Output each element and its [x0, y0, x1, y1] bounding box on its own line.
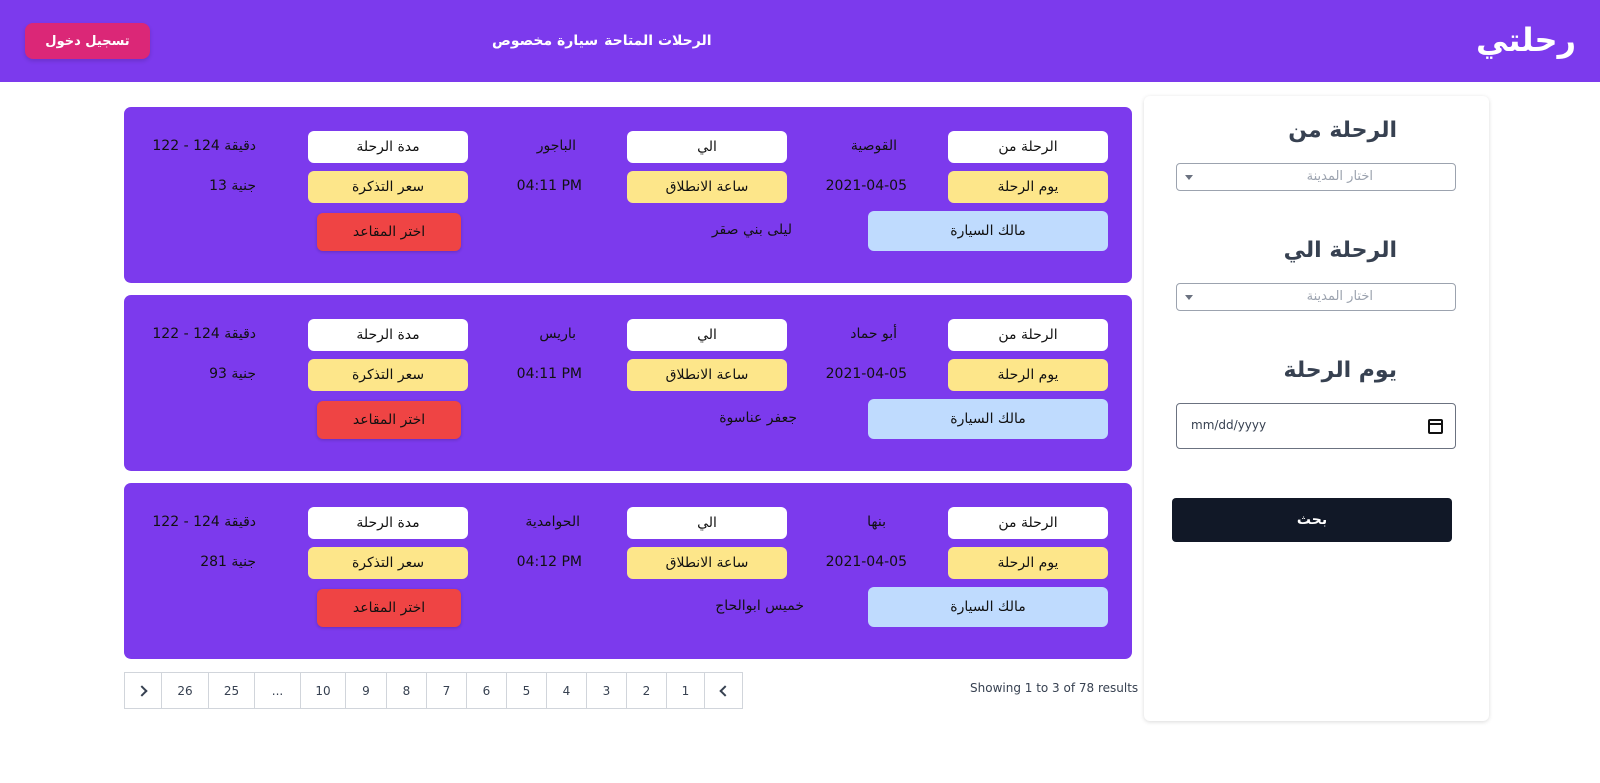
chevron-left-icon	[719, 685, 730, 696]
page-button[interactable]: 9	[346, 672, 387, 709]
page-button[interactable]: 10	[301, 672, 346, 709]
trip-date: 2021-04-05	[825, 178, 907, 194]
prev-page-button[interactable]	[705, 672, 743, 709]
duration-value: 122 - 124 دقيقة	[152, 326, 256, 342]
brand-logo[interactable]: رحلتي	[1476, 21, 1576, 59]
from-city: القوصية	[850, 138, 897, 154]
trip-card	[124, 107, 1132, 283]
from-city-placeholder: اختار المدينة	[1306, 169, 1373, 184]
to-city-placeholder: اختار المدينة	[1306, 289, 1373, 304]
nav-links	[492, 31, 712, 51]
duration-label: مدة الرحلة	[308, 507, 468, 539]
choose-seats-button[interactable]: اختر المقاعد	[317, 589, 461, 627]
trip-date: 2021-04-05	[825, 366, 907, 382]
owner-name: خميس ابوالحاج	[715, 598, 804, 614]
page-button[interactable]: 4	[547, 672, 587, 709]
search-filters-panel	[1144, 96, 1489, 721]
to-city: الباجور	[536, 138, 576, 154]
choose-seats-button[interactable]: اختر المقاعد	[317, 401, 461, 439]
login-button[interactable]: تسجيل دخول	[25, 23, 150, 59]
to-label: الي	[627, 507, 787, 539]
to-city: الحوامدية	[525, 514, 580, 530]
from-label: الرحلة من	[948, 507, 1108, 539]
nav-link-available-trips[interactable]: الرحلات المتاحة	[604, 33, 712, 49]
to-label: الي	[627, 319, 787, 351]
page-button[interactable]: 26	[162, 672, 209, 709]
trip-card	[124, 483, 1132, 659]
departure-time: 04:11 PM	[516, 366, 582, 382]
from-heading: الرحلة من	[1288, 118, 1397, 143]
owner-label: مالك السيارة	[868, 399, 1108, 439]
departure-label: ساعة الانطلاق	[627, 171, 787, 203]
dropdown-arrow-icon	[1185, 175, 1193, 180]
choose-seats-button[interactable]: اختر المقاعد	[317, 213, 461, 251]
owner-name: ليلى بني صقر	[711, 222, 792, 238]
duration-label: مدة الرحلة	[308, 131, 468, 163]
to-city: باريس	[539, 326, 576, 342]
from-city: أبو حماد	[850, 326, 897, 342]
price-label: سعر التذكرة	[308, 171, 468, 203]
departure-label: ساعة الانطلاق	[627, 547, 787, 579]
page-button[interactable]: 5	[507, 672, 547, 709]
duration-value: 122 - 124 دقيقة	[152, 138, 256, 154]
to-city-select[interactable]	[1176, 283, 1456, 311]
duration-label: مدة الرحلة	[308, 319, 468, 351]
from-label: الرحلة من	[948, 319, 1108, 351]
price-label: سعر التذكرة	[308, 359, 468, 391]
owner-label: مالك السيارة	[868, 587, 1108, 627]
trip-date: 2021-04-05	[825, 554, 907, 570]
results-summary: Showing 1 to 3 of 78 results	[970, 681, 1139, 695]
to-heading: الرحلة الي	[1283, 238, 1397, 263]
trip-date-input[interactable]	[1176, 403, 1456, 449]
date-placeholder: mm/dd/yyyy	[1191, 418, 1267, 432]
page-button[interactable]: 2	[627, 672, 667, 709]
next-page-button[interactable]	[124, 672, 162, 709]
to-label: الي	[627, 131, 787, 163]
price-label: سعر التذكرة	[308, 547, 468, 579]
departure-time: 04:12 PM	[516, 554, 582, 570]
day-label: يوم الرحلة	[948, 171, 1108, 203]
pagination	[124, 672, 743, 709]
page-button[interactable]: 1	[667, 672, 705, 709]
page-button[interactable]: 25	[209, 672, 255, 709]
departure-label: ساعة الانطلاق	[627, 359, 787, 391]
page-button[interactable]: 3	[587, 672, 627, 709]
page-button[interactable]: 7	[427, 672, 467, 709]
chevron-right-icon	[136, 685, 147, 696]
owner-name: جعفر عناسوة	[719, 410, 797, 426]
owner-label: مالك السيارة	[868, 211, 1108, 251]
day-label: يوم الرحلة	[948, 547, 1108, 579]
from-city: بنها	[867, 514, 886, 530]
dropdown-arrow-icon	[1185, 295, 1193, 300]
trip-card	[124, 295, 1132, 471]
duration-value: 122 - 124 دقيقة	[152, 514, 256, 530]
day-heading: يوم الرحلة	[1283, 358, 1397, 383]
nav-link-private-car[interactable]: سيارة مخصوص	[492, 33, 599, 49]
calendar-icon[interactable]	[1428, 419, 1443, 434]
from-city-select[interactable]	[1176, 163, 1456, 191]
ticket-price: 93 جنية	[209, 366, 256, 382]
top-navbar	[0, 0, 1600, 82]
page-button[interactable]: 8	[387, 672, 427, 709]
ticket-price: 13 جنية	[209, 178, 256, 194]
day-label: يوم الرحلة	[948, 359, 1108, 391]
page-button[interactable]: 6	[467, 672, 507, 709]
from-label: الرحلة من	[948, 131, 1108, 163]
search-button[interactable]: بحث	[1172, 498, 1452, 542]
departure-time: 04:11 PM	[516, 178, 582, 194]
page-ellipsis: ...	[255, 672, 301, 709]
ticket-price: 281 جنية	[200, 554, 256, 570]
